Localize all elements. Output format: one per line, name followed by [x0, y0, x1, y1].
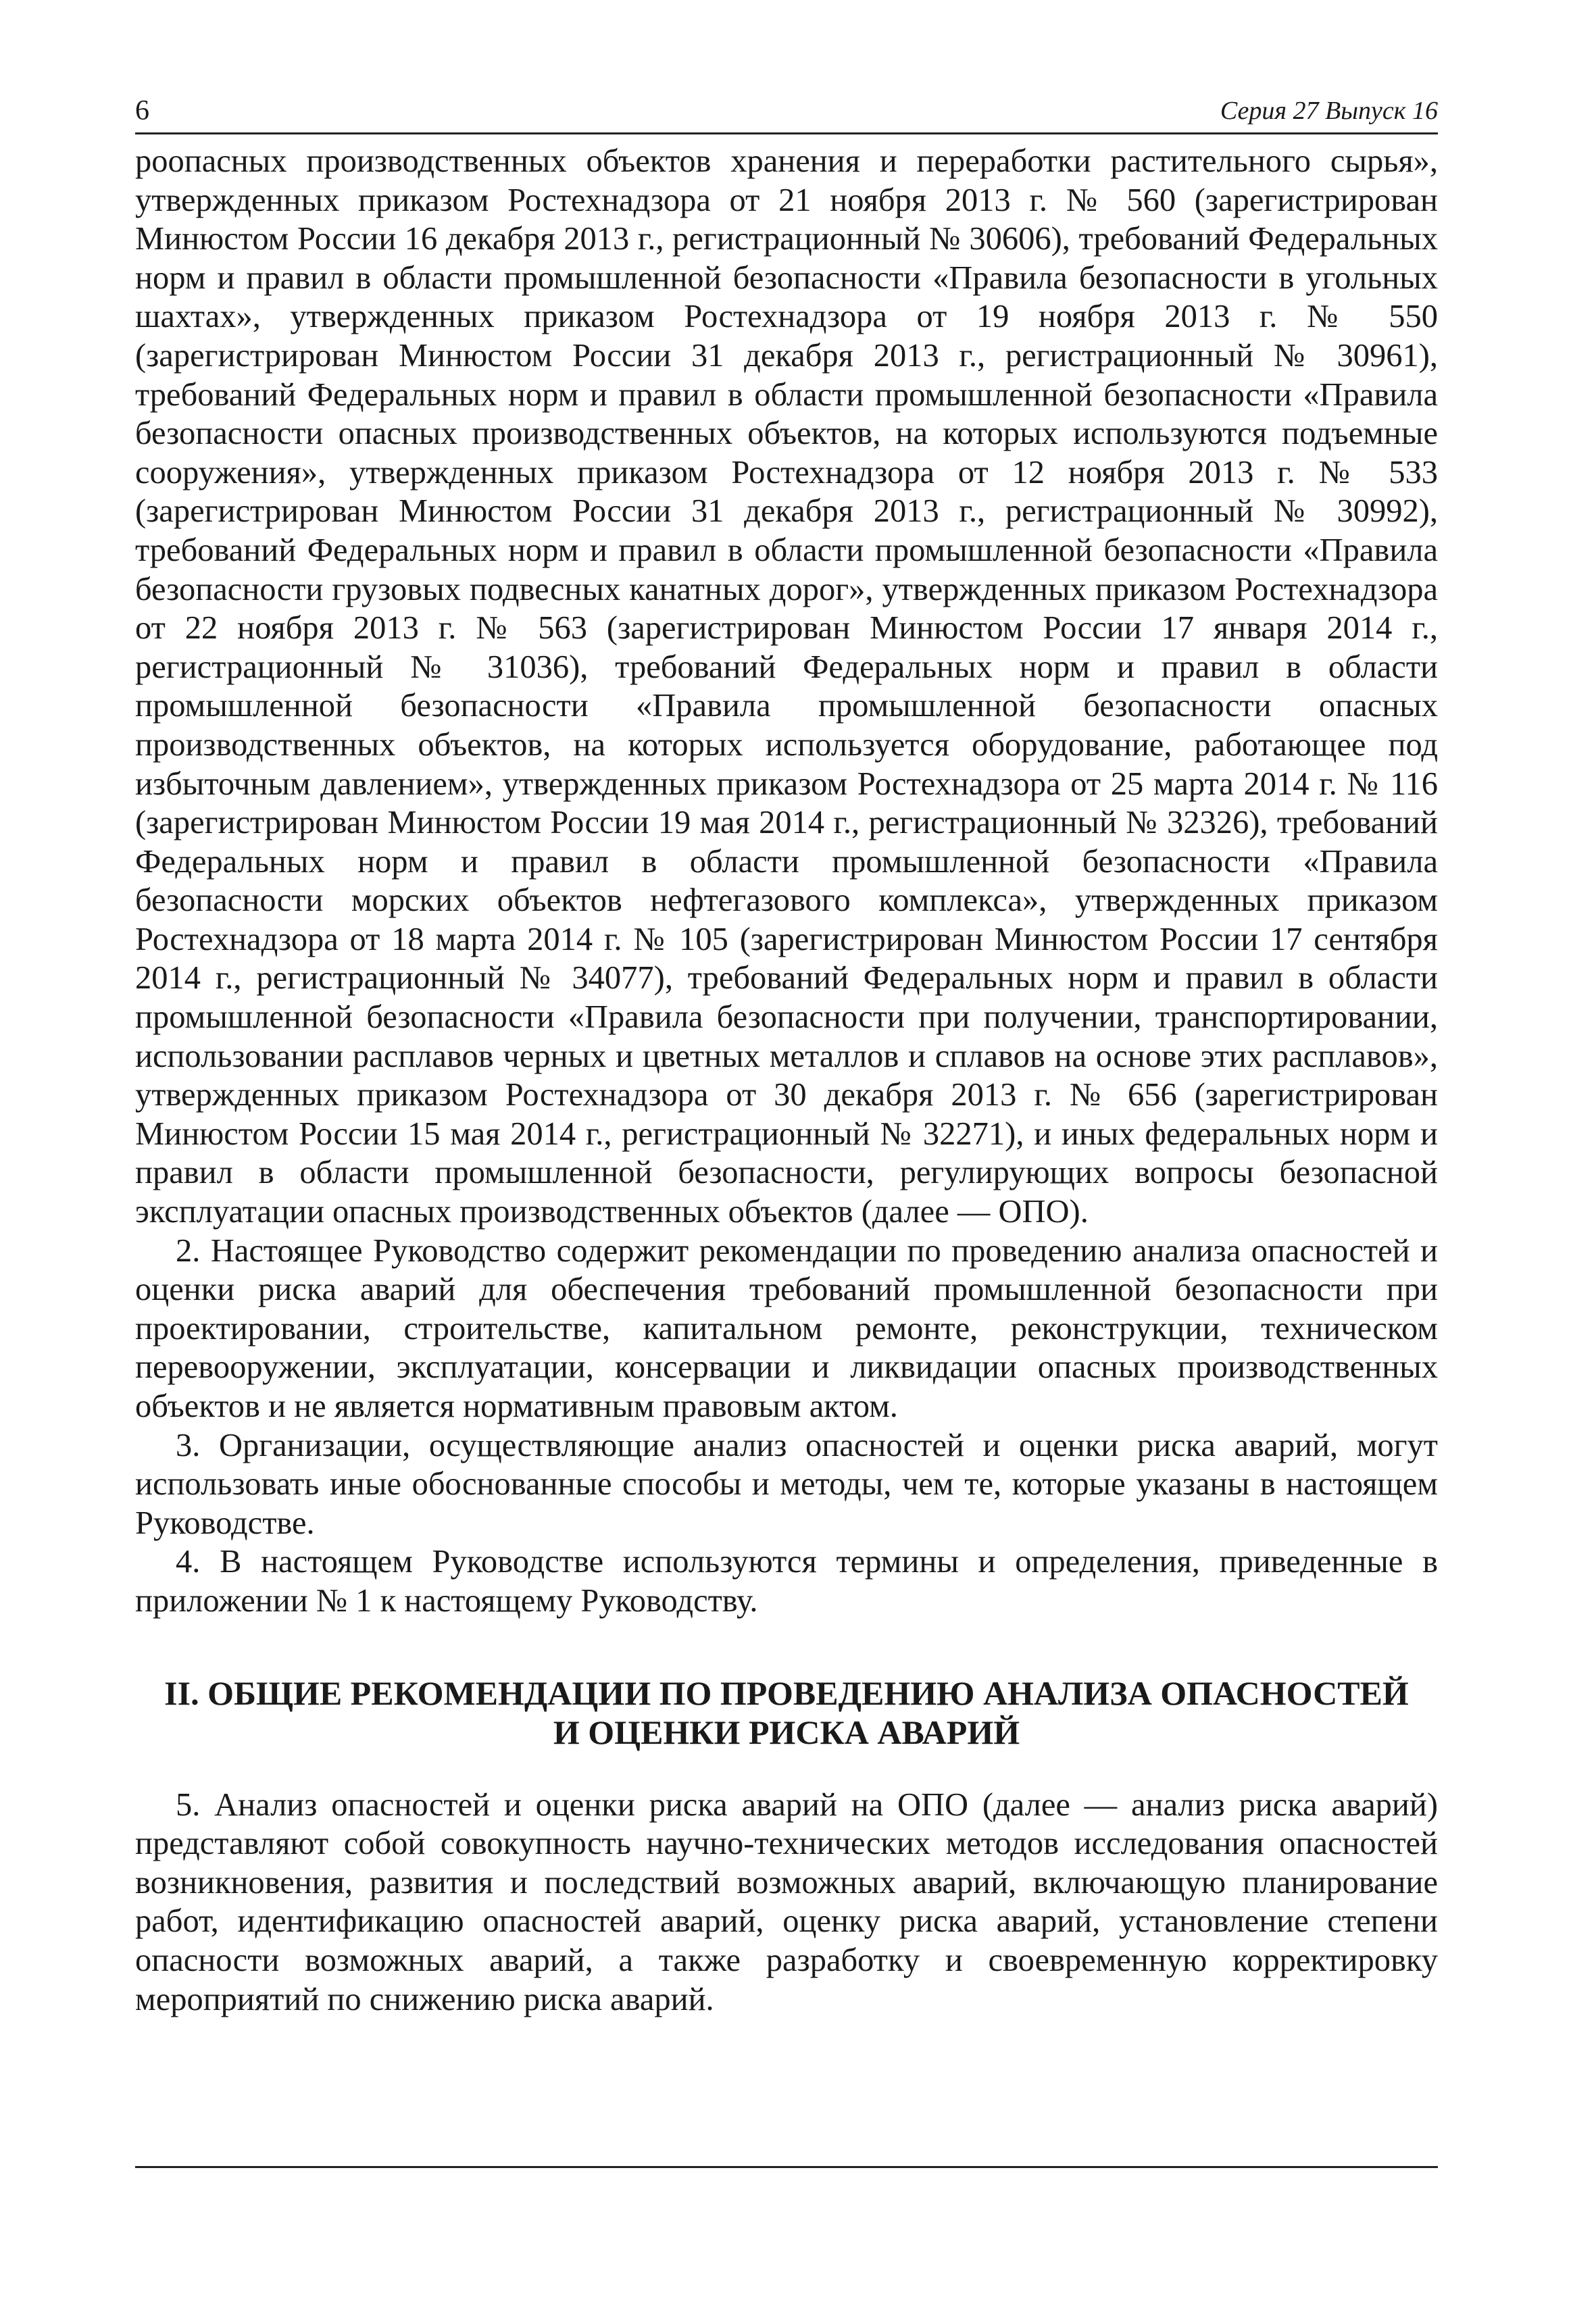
paragraph-2: 2. Настоящее Руководство содержит рекомендации по проведению анализа опасностей и оценки риска аварий для обеспечения требований промышленной безопасности при проектировании, строительстве, капитальном ремонте, реконструкции, техническом перевооружении, эксплуатации, консервации и ликвидации опасных производственных объектов и не является нормативным правовым актом. — [135, 1232, 1438, 1424]
running-header — [135, 92, 1438, 134]
series-label: Серия 27 Выпуск 16 — [1220, 97, 1438, 125]
section-heading — [135, 1674, 1438, 1752]
paragraph-3: 3. Организации, осуществляющие анализ опасностей и оценки риска аварий, могут использовать иные обоснованные способы и методы, чем те, которые указаны в настоящем Руководстве. — [135, 1427, 1438, 1541]
page-number: 6 — [135, 95, 149, 126]
paragraph-1-continued: роопасных производственных объектов хранения и переработки растительного сырья», утвержденных приказом Ростехнадзора от 21 ноября 2013 г. № 560 (зарегистрирован Минюстом России 16 декабря 2013 г., регистрационный № 30606), требований Федеральных норм и правил в области промышленной безопасности «Правила безопасности в угольных шахтах», утвержденных приказом Ростехнадзора от 19 ноября 2013 г. № 550 (зарегистрирован Минюстом России 31 декабря 2013 г., регистрационный № 30961), требований Федеральных норм и правил в области промышленной безопасности «Правила безопасности опасных производственных объектов, на которых используются подъемные сооружения», утвержденных приказом Ростехнадзора от 12 ноября 2013 г. № 533 (зарегистрирован Минюстом России 31 декабря 2013 г., регистрационный № 30992), требований Федеральных норм и правил в области промышленной безопасности «Правила безопасности грузовых подвесных канатных дорог», утвержденных приказом Ростехнадзора от 22 ноября 2013 г. № 563 (зарегистрирован Минюстом России 17 января 2014 г., регистрационный № 31036), требований Федеральных норм и правил в области промышленной безопасности «Правила промышленной безопасности опасных производственных объектов, на которых используется оборудование, работающее под избыточным давлением», утвержденных приказом Ростехнадзора от 25 марта 2014 г. № 116 (зарегистрирован Минюстом России 19 мая 2014 г., регистрационный № 32326), требований Федеральных норм и правил в области промышленной безопасности «Правила безопасности морских объектов нефтегазового комплекса», утвержденных приказом Ростехнадзора от 18 марта 2014 г. № 105 (зарегистрирован Минюстом России 17 сентября 2014 г., регистрационный № 34077), требований Федеральных норм и правил в области промышленной безопасности «Правила безопасности при получении, транспортировании, использовании расплавов черных и цветных металлов и сплавов на основе этих расплавов», утвержденных приказом Ростехнадзора от 30 декабря 2013 г. № 656 (зарегистрирован Минюстом России 15 мая 2014 г., регистрационный № 32271), и иных федеральных норм и правил в области промышленной безопасности, регулирующих вопросы безопасной эксплуатации опасных производственных объектов (далее — ОПО). — [135, 143, 1438, 1230]
body-text — [135, 142, 1438, 2019]
footer-rule — [135, 2166, 1438, 2168]
section-heading-line-2: И ОЦЕНКИ РИСКА АВАРИЙ — [553, 1713, 1020, 1751]
paragraph-5: 5. Анализ опасностей и оценки риска аварий на ОПО (далее — анализ риска аварий) представляют собой совокупность научно-технических методов исследования опасностей возникновения, развития и последствий возможных аварий, включающую планирование работ, идентификацию опасностей аварий, оценку риска аварий, установление степени опасности возможных аварий, а также разработку и своевременную корректировку мероприятий по снижению риска аварий. — [135, 1786, 1438, 2017]
section-heading-line-1: II. ОБЩИЕ РЕКОМЕНДАЦИИ ПО ПРОВЕДЕНИЮ АНАЛИЗА ОПАСНОСТЕЙ — [164, 1674, 1409, 1712]
paragraph-4: 4. В настоящем Руководстве используются термины и определения, приведенные в приложении № 1 к настоящему Руководству. — [135, 1544, 1438, 1619]
